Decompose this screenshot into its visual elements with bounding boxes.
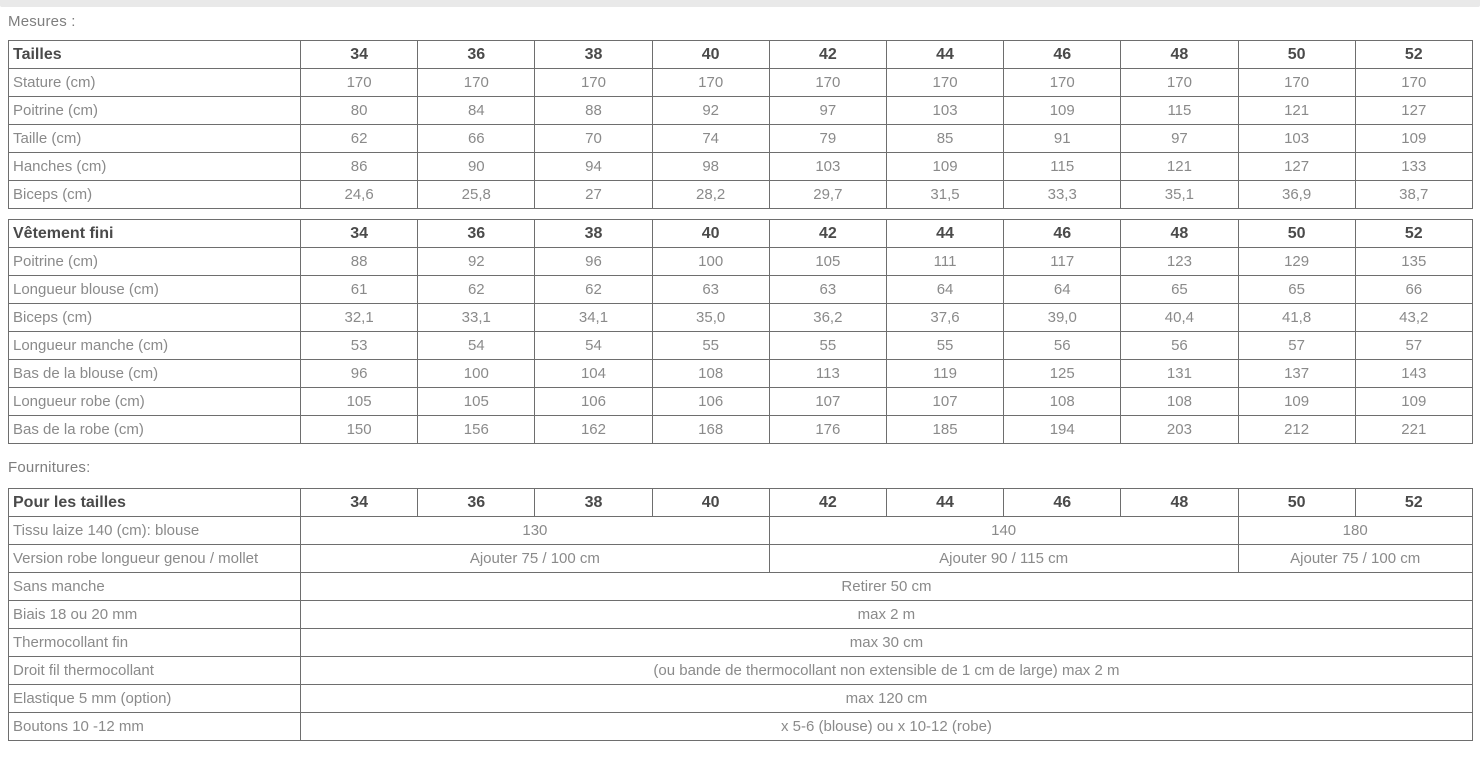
vetement-fini-table [8, 219, 1473, 444]
value-cell: 79 [769, 125, 886, 153]
row-label: Longueur blouse (cm) [9, 276, 301, 304]
table-row [9, 304, 1473, 332]
value-cell: 170 [769, 69, 886, 97]
value-cell: 103 [1238, 125, 1355, 153]
value-cell: 108 [1121, 388, 1238, 416]
value-cell: 176 [769, 416, 886, 444]
table-gap [8, 209, 1472, 219]
value-cell: 66 [1355, 276, 1472, 304]
value-cell: 90 [418, 153, 535, 181]
value-cell: 39,0 [1004, 304, 1121, 332]
row-label: Taille (cm) [9, 125, 301, 153]
value-cell: 74 [652, 125, 769, 153]
value-cell: 41,8 [1238, 304, 1355, 332]
size-column-header: 40 [652, 220, 769, 248]
value-cell: 103 [886, 97, 1003, 125]
value-cell: 27 [535, 181, 652, 209]
value-cell: 106 [652, 388, 769, 416]
value-cell: 34,1 [535, 304, 652, 332]
value-cell: 143 [1355, 360, 1472, 388]
value-cell: 203 [1121, 416, 1238, 444]
value-cell: 54 [418, 332, 535, 360]
table-row [9, 248, 1473, 276]
value-cell: 25,8 [418, 181, 535, 209]
table-row [9, 629, 1473, 657]
size-column-header: 46 [1004, 220, 1121, 248]
merged-value-cell: (ou bande de thermocollant non extensible de 1 cm de large) max 2 m [301, 657, 1473, 685]
value-cell: 43,2 [1355, 304, 1472, 332]
table-row [9, 517, 1473, 545]
value-cell: 121 [1238, 97, 1355, 125]
size-column-header: 50 [1238, 41, 1355, 69]
merged-value-cell: Retirer 50 cm [301, 573, 1473, 601]
merged-value-cell: Ajouter 90 / 115 cm [769, 545, 1238, 573]
value-cell: 85 [886, 125, 1003, 153]
value-cell: 127 [1355, 97, 1472, 125]
value-cell: 170 [1121, 69, 1238, 97]
merged-value-cell: x 5-6 (blouse) ou x 10-12 (robe) [301, 713, 1473, 741]
section-title-fournitures: Fournitures: [8, 459, 91, 476]
value-cell: 86 [301, 153, 418, 181]
merged-value-cell: Ajouter 75 / 100 cm [1238, 545, 1472, 573]
row-label: Biais 18 ou 20 mm [9, 601, 301, 629]
row-label: Boutons 10 -12 mm [9, 713, 301, 741]
value-cell: 63 [769, 276, 886, 304]
table-row [9, 97, 1473, 125]
value-cell: 117 [1004, 248, 1121, 276]
value-cell: 109 [1238, 388, 1355, 416]
value-cell: 91 [1004, 125, 1121, 153]
table-row [9, 276, 1473, 304]
table-row [9, 573, 1473, 601]
merged-value-cell: 180 [1238, 517, 1472, 545]
size-column-header: 52 [1355, 220, 1472, 248]
value-cell: 109 [886, 153, 1003, 181]
value-cell: 56 [1004, 332, 1121, 360]
value-cell: 33,3 [1004, 181, 1121, 209]
value-cell: 96 [535, 248, 652, 276]
size-column-header: 40 [652, 41, 769, 69]
size-column-header: 46 [1004, 41, 1121, 69]
row-label: Longueur manche (cm) [9, 332, 301, 360]
value-cell: 62 [418, 276, 535, 304]
value-cell: 119 [886, 360, 1003, 388]
table-row [9, 416, 1473, 444]
value-cell: 35,1 [1121, 181, 1238, 209]
size-column-header: 44 [886, 220, 1003, 248]
value-cell: 170 [1355, 69, 1472, 97]
value-cell: 80 [301, 97, 418, 125]
value-cell: 55 [769, 332, 886, 360]
size-column-header: 52 [1355, 41, 1472, 69]
value-cell: 170 [1004, 69, 1121, 97]
value-cell: 170 [886, 69, 1003, 97]
value-cell: 121 [1121, 153, 1238, 181]
table-row [9, 388, 1473, 416]
value-cell: 106 [535, 388, 652, 416]
value-cell: 64 [886, 276, 1003, 304]
value-cell: 115 [1121, 97, 1238, 125]
value-cell: 57 [1355, 332, 1472, 360]
size-column-header: 34 [301, 220, 418, 248]
header-row [9, 41, 1473, 69]
value-cell: 109 [1355, 388, 1472, 416]
size-column-header: 42 [769, 41, 886, 69]
value-cell: 111 [886, 248, 1003, 276]
value-cell: 70 [535, 125, 652, 153]
row-label: Biceps (cm) [9, 304, 301, 332]
value-cell: 113 [769, 360, 886, 388]
value-cell: 96 [301, 360, 418, 388]
value-cell: 92 [418, 248, 535, 276]
value-cell: 97 [1121, 125, 1238, 153]
value-cell: 156 [418, 416, 535, 444]
value-cell: 170 [1238, 69, 1355, 97]
value-cell: 88 [535, 97, 652, 125]
size-column-header: 42 [769, 489, 886, 517]
header-row [9, 489, 1473, 517]
table-row [9, 181, 1473, 209]
size-column-header: 52 [1355, 489, 1472, 517]
row-label: Poitrine (cm) [9, 97, 301, 125]
value-cell: 129 [1238, 248, 1355, 276]
value-cell: 133 [1355, 153, 1472, 181]
table-title-cell: Vêtement fini [9, 220, 301, 248]
table-title-cell: Tailles [9, 41, 301, 69]
size-column-header: 48 [1121, 489, 1238, 517]
row-label: Bas de la blouse (cm) [9, 360, 301, 388]
value-cell: 103 [769, 153, 886, 181]
size-column-header: 50 [1238, 489, 1355, 517]
table-row [9, 657, 1473, 685]
value-cell: 35,0 [652, 304, 769, 332]
table-row [9, 685, 1473, 713]
value-cell: 57 [1238, 332, 1355, 360]
value-cell: 221 [1355, 416, 1472, 444]
row-label: Bas de la robe (cm) [9, 416, 301, 444]
mesures-table [8, 40, 1473, 209]
value-cell: 33,1 [418, 304, 535, 332]
value-cell: 104 [535, 360, 652, 388]
value-cell: 28,2 [652, 181, 769, 209]
row-label: Elastique 5 mm (option) [9, 685, 301, 713]
section-title-mesures: Mesures : [8, 13, 76, 30]
fournitures-table [8, 488, 1473, 741]
row-label: Stature (cm) [9, 69, 301, 97]
value-cell: 24,6 [301, 181, 418, 209]
row-label: Biceps (cm) [9, 181, 301, 209]
table-row [9, 545, 1473, 573]
size-column-header: 44 [886, 489, 1003, 517]
size-column-header: 42 [769, 220, 886, 248]
size-column-header: 36 [418, 220, 535, 248]
value-cell: 194 [1004, 416, 1121, 444]
table-row [9, 360, 1473, 388]
value-cell: 168 [652, 416, 769, 444]
value-cell: 108 [1004, 388, 1121, 416]
value-cell: 62 [535, 276, 652, 304]
merged-value-cell: 130 [301, 517, 770, 545]
value-cell: 170 [301, 69, 418, 97]
value-cell: 100 [418, 360, 535, 388]
table-row [9, 601, 1473, 629]
value-cell: 131 [1121, 360, 1238, 388]
value-cell: 105 [301, 388, 418, 416]
size-column-header: 44 [886, 41, 1003, 69]
row-label: Tissu laize 140 (cm): blouse [9, 517, 301, 545]
value-cell: 56 [1121, 332, 1238, 360]
value-cell: 32,1 [301, 304, 418, 332]
value-cell: 97 [769, 97, 886, 125]
value-cell: 108 [652, 360, 769, 388]
row-label: Droit fil thermocollant [9, 657, 301, 685]
value-cell: 37,6 [886, 304, 1003, 332]
value-cell: 185 [886, 416, 1003, 444]
size-column-header: 34 [301, 41, 418, 69]
row-label: Longueur robe (cm) [9, 388, 301, 416]
value-cell: 107 [886, 388, 1003, 416]
size-column-header: 48 [1121, 220, 1238, 248]
value-cell: 65 [1121, 276, 1238, 304]
merged-value-cell: max 2 m [301, 601, 1473, 629]
table-row [9, 153, 1473, 181]
row-label: Sans manche [9, 573, 301, 601]
size-column-header: 36 [418, 489, 535, 517]
value-cell: 100 [652, 248, 769, 276]
value-cell: 105 [418, 388, 535, 416]
row-label: Poitrine (cm) [9, 248, 301, 276]
merged-value-cell: max 120 cm [301, 685, 1473, 713]
size-column-header: 40 [652, 489, 769, 517]
value-cell: 98 [652, 153, 769, 181]
value-cell: 123 [1121, 248, 1238, 276]
value-cell: 88 [301, 248, 418, 276]
merged-value-cell: 140 [769, 517, 1238, 545]
value-cell: 105 [769, 248, 886, 276]
value-cell: 125 [1004, 360, 1121, 388]
row-label: Thermocollant fin [9, 629, 301, 657]
value-cell: 115 [1004, 153, 1121, 181]
value-cell: 31,5 [886, 181, 1003, 209]
table-row [9, 332, 1473, 360]
size-column-header: 48 [1121, 41, 1238, 69]
value-cell: 137 [1238, 360, 1355, 388]
value-cell: 170 [535, 69, 652, 97]
value-cell: 40,4 [1121, 304, 1238, 332]
top-divider-strip [0, 0, 1480, 7]
value-cell: 55 [652, 332, 769, 360]
row-label: Version robe longueur genou / mollet [9, 545, 301, 573]
table-title-cell: Pour les tailles [9, 489, 301, 517]
value-cell: 94 [535, 153, 652, 181]
value-cell: 36,9 [1238, 181, 1355, 209]
value-cell: 66 [418, 125, 535, 153]
table-row [9, 69, 1473, 97]
value-cell: 29,7 [769, 181, 886, 209]
size-column-header: 34 [301, 489, 418, 517]
value-cell: 36,2 [769, 304, 886, 332]
value-cell: 84 [418, 97, 535, 125]
value-cell: 170 [418, 69, 535, 97]
size-column-header: 46 [1004, 489, 1121, 517]
size-column-header: 38 [535, 489, 652, 517]
value-cell: 92 [652, 97, 769, 125]
size-column-header: 36 [418, 41, 535, 69]
value-cell: 170 [652, 69, 769, 97]
value-cell: 64 [1004, 276, 1121, 304]
value-cell: 53 [301, 332, 418, 360]
value-cell: 55 [886, 332, 1003, 360]
page-content [0, 13, 1480, 741]
value-cell: 150 [301, 416, 418, 444]
merged-value-cell: Ajouter 75 / 100 cm [301, 545, 770, 573]
value-cell: 109 [1355, 125, 1472, 153]
table-row [9, 125, 1473, 153]
size-column-header: 38 [535, 41, 652, 69]
value-cell: 107 [769, 388, 886, 416]
table-row [9, 713, 1473, 741]
value-cell: 61 [301, 276, 418, 304]
row-label: Hanches (cm) [9, 153, 301, 181]
value-cell: 162 [535, 416, 652, 444]
value-cell: 38,7 [1355, 181, 1472, 209]
value-cell: 135 [1355, 248, 1472, 276]
value-cell: 109 [1004, 97, 1121, 125]
value-cell: 127 [1238, 153, 1355, 181]
value-cell: 63 [652, 276, 769, 304]
value-cell: 65 [1238, 276, 1355, 304]
header-row [9, 220, 1473, 248]
size-column-header: 50 [1238, 220, 1355, 248]
value-cell: 62 [301, 125, 418, 153]
value-cell: 54 [535, 332, 652, 360]
merged-value-cell: max 30 cm [301, 629, 1473, 657]
value-cell: 212 [1238, 416, 1355, 444]
size-column-header: 38 [535, 220, 652, 248]
